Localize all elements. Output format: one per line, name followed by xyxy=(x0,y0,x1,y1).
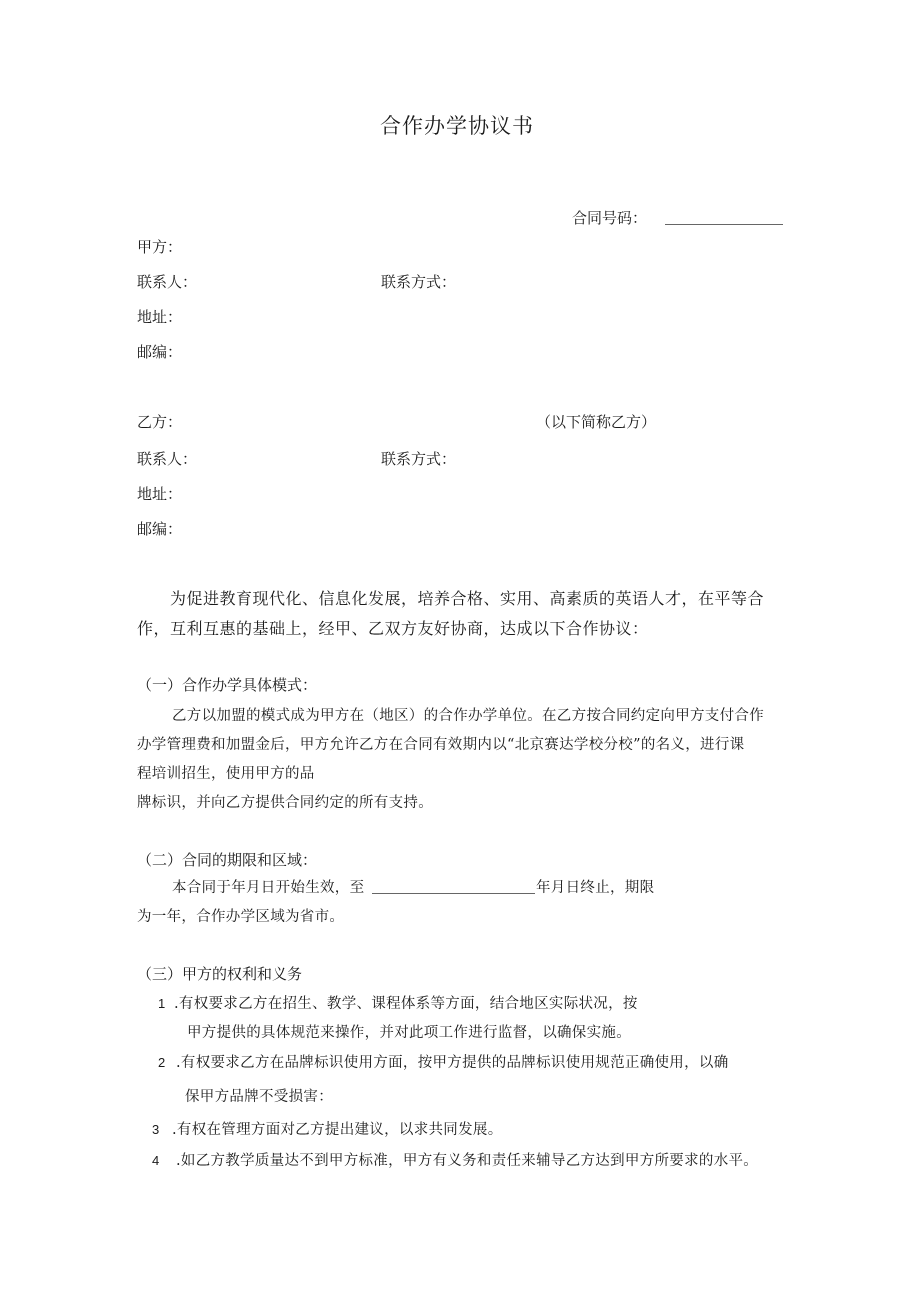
section2-heading: （二）合同的期限和区域： xyxy=(137,851,318,869)
item-1-number: 1 xyxy=(158,996,166,1011)
item-1-text: .有权要求乙方在招生、教学、课程体系等方面，结合地区实际状况，按 xyxy=(174,996,638,1012)
section1-heading: （一）合作办学具体模式： xyxy=(137,676,318,694)
party-b-postcode-label: 邮编： xyxy=(137,520,183,538)
section3-heading: （三）甲方的权利和义务 xyxy=(137,965,303,983)
party-b-label: 乙方： xyxy=(137,413,183,431)
contract-no-field[interactable] xyxy=(665,224,783,225)
party-b-alias: （以下简称乙方） xyxy=(536,413,657,431)
item-2-continuation: 保甲方品牌不受损害： xyxy=(185,1089,333,1105)
intro-line-1: 为促进教育现代化、信息化发展，培养合格、实用、高素质的英语人才，在平等合 xyxy=(170,589,765,608)
party-b-phone-label: 联系方式： xyxy=(381,450,457,468)
party-a-address-label: 地址： xyxy=(137,308,183,326)
contract-no-label: 合同号码： xyxy=(572,209,648,227)
section1-line-3: 程培训招生，使用甲方的品 xyxy=(137,766,315,782)
section2-line-1b: 年月日终止，期限 xyxy=(536,880,655,896)
page-title: 合作办学协议书 xyxy=(380,114,534,138)
item-2-number: 2 xyxy=(158,1055,166,1070)
section1-line-1: 乙方以加盟的模式成为甲方在（地区）的合作办学单位。在乙方按合同约定向甲方支付合作 xyxy=(172,708,764,724)
item-3-text: .有权在管理方面对乙方提出建议，以求共同发展。 xyxy=(172,1122,503,1138)
item-3-number: 3 xyxy=(152,1122,160,1137)
item-4-number: 4 xyxy=(152,1153,160,1168)
party-b-contact-label: 联系人： xyxy=(137,450,198,468)
section2-line-1a: 本合同于年月日开始生效，至 xyxy=(172,880,365,896)
term-end-date-field[interactable] xyxy=(372,893,535,894)
party-a-contact-label: 联系人： xyxy=(137,273,198,291)
party-a-label: 甲方： xyxy=(137,238,183,256)
item-1-continuation: 甲方提供的具体规范来操作，并对此项工作进行监督，以确保实施。 xyxy=(187,1025,631,1041)
section2-line-2: 为一年，合作办学区域为省市。 xyxy=(137,909,345,925)
item-2-text: .有权要求乙方在品牌标识使用方面，按甲方提供的品牌标识使用规范正确使用，以确 xyxy=(176,1055,729,1071)
party-a-postcode-label: 邮编： xyxy=(137,343,183,361)
section1-line-2: 办学管理费和加盟金后，甲方允许乙方在合同有效期内以“北京赛达学校分校”的名义，进行课 xyxy=(137,737,745,753)
section1-line-4: 牌标识，并向乙方提供合同约定的所有支持。 xyxy=(137,795,433,811)
party-b-address-label: 地址： xyxy=(137,485,183,503)
party-a-phone-label: 联系方式： xyxy=(381,273,457,291)
item-4-text: .如乙方教学质量达不到甲方标准，甲方有义务和责任来辅导乙方达到甲方所要求的水平。 xyxy=(176,1153,759,1169)
intro-line-2: 作，互利互惠的基础上，经甲、乙双方友好协商，达成以下合作协议： xyxy=(137,619,649,638)
